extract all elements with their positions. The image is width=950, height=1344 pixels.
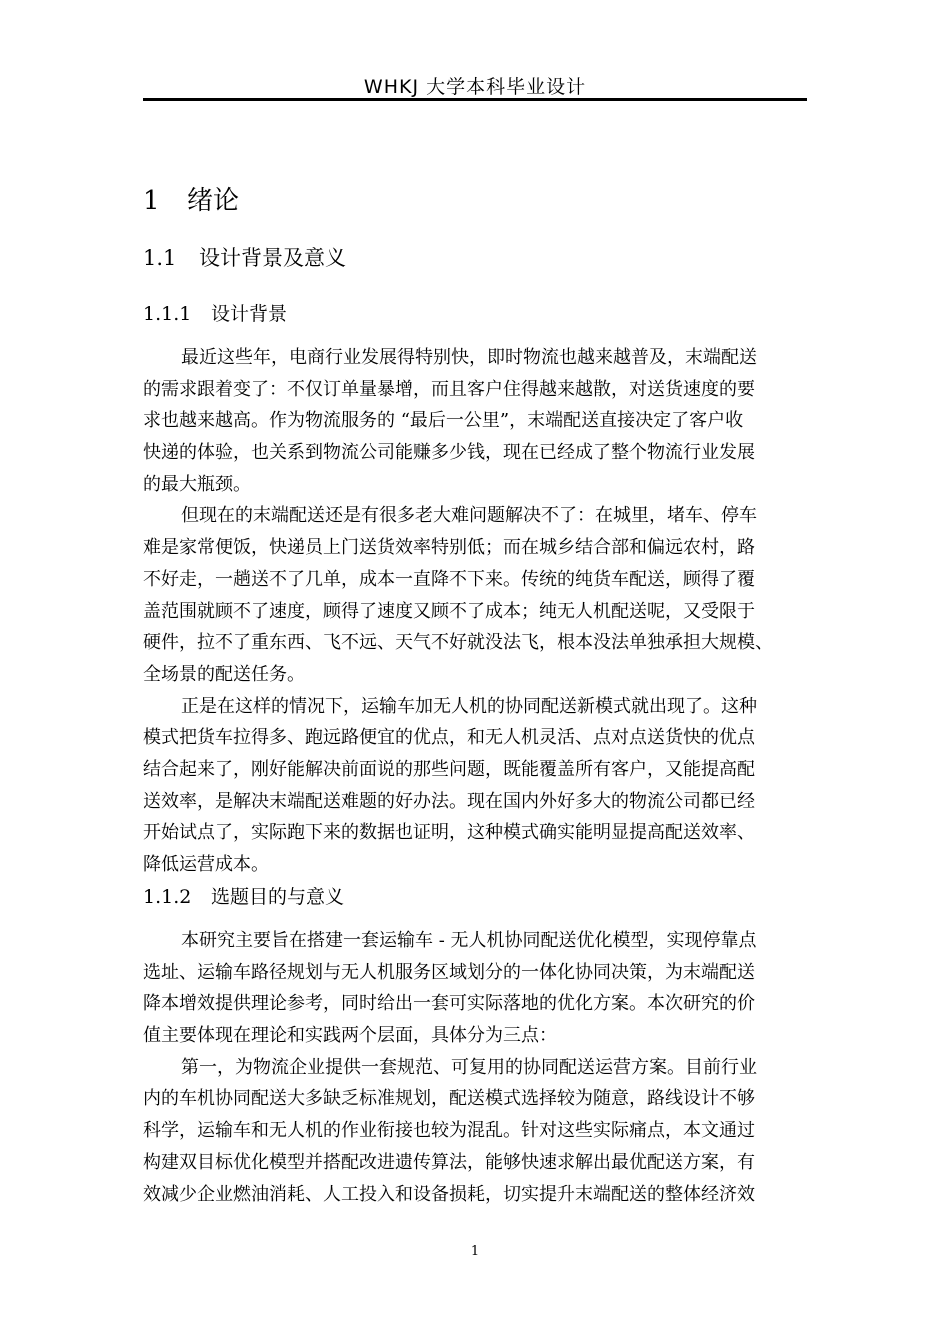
- subsection-title: 设计背景: [211, 303, 288, 325]
- subsection-heading-1: [143, 299, 287, 326]
- text-line: 降低运营成本。: [143, 854, 269, 875]
- section-number: 1.1: [143, 246, 177, 270]
- section-title: 设计背景及意义: [199, 246, 346, 270]
- text-line: 结合起来了，刚好能解决前面说的那些问题，既能覆盖所有客户，又能提高配: [143, 758, 755, 780]
- text-line: 正是在这样的情况下，运输车加无人机的协同配送新模式就出现了。这种: [181, 695, 757, 717]
- text-line: 求也越来越高。作为物流服务的 “最后一公里”，末端配送直接决定了客户收: [143, 410, 744, 432]
- section-heading: [143, 242, 346, 272]
- text-line: 选址、运输车路径规划与无人机服务区域划分的一体化协同决策，为末端配送: [143, 961, 755, 983]
- text-line: 科学，运输车和无人机的作业衔接也较为混乱。针对这些实际痛点，本文通过: [143, 1120, 755, 1142]
- chapter-number: 1: [143, 186, 160, 216]
- subsection-number: 1.1.2: [143, 886, 192, 908]
- text-line: 本研究主要旨在搭建一套运输车 - 无人机协同配送优化模型，实现停靠点: [181, 930, 757, 951]
- text-line: 第一，为物流企业提供一套规范、可复用的协同配送运营方案。目前行业: [181, 1056, 757, 1078]
- chapter-title: 绪论: [187, 186, 240, 216]
- chapter-heading: [143, 180, 239, 217]
- text-line: 模式把货车拉得多、跑远路便宜的优点，和无人机灵活、点对点送货快的优点: [143, 727, 755, 749]
- text-line: 硬件，拉不了重东西、飞不远、天气不好就没法飞，根本没法单独承担大规模、: [143, 632, 773, 654]
- text-line: 难是家常便饭，快递员上门送货效率特别低；而在城乡结合部和偏远农村，路: [143, 537, 755, 559]
- text-line: 效减少企业燃油消耗、人工投入和设备损耗，切实提升末端配送的整体经济效: [143, 1183, 755, 1205]
- text-line: 快递的体验，也关系到物流公司能赚多少钱，现在已经成了整个物流行业发展: [143, 442, 755, 464]
- subsection-number: 1.1.1: [143, 303, 192, 325]
- text-line: 的最大瓶颈。: [143, 473, 251, 495]
- text-line: 内的车机协同配送大多缺乏标准规划，配送模式选择较为随意，路线设计不够: [143, 1088, 755, 1110]
- purpose-paragraphs: [143, 925, 815, 1210]
- header-rule: [143, 98, 807, 101]
- subsection-heading-2: [143, 882, 344, 909]
- page-number: 1: [470, 1244, 480, 1259]
- text-line: 构建双目标优化模型并搭配改进遗传算法，能够快速求解出最优配送方案，有: [143, 1151, 755, 1173]
- text-line: 全场景的配送任务。: [143, 663, 305, 685]
- text-line: 盖范围就顾不了速度，顾得了速度又顾不了成本；纯无人机配送呢，又受限于: [143, 600, 755, 622]
- text-line: 开始试点了，实际跑下来的数据也证明，这种模式确实能明显提高配送效率、: [143, 822, 755, 844]
- text-line: 降本增效提供理论参考，同时给出一套可实际落地的优化方案。本次研究的价: [143, 993, 755, 1015]
- subsection-title: 选题目的与意义: [211, 886, 345, 908]
- page-header-title: WHKJ 大学本科毕业设计: [363, 76, 587, 98]
- text-line: 送效率，是解决末端配送难题的好办法。现在国内外好多大的物流公司都已经: [143, 790, 755, 812]
- text-line: 最近这些年，电商行业发展得特别快，即时物流也越来越普及，末端配送: [181, 347, 757, 368]
- text-line: 值主要体现在理论和实践两个层面，具体分为三点：: [143, 1025, 557, 1047]
- text-line: 不好走，一趟送不了几单，成本一直降不下来。传统的纯货车配送，顾得了覆: [143, 568, 755, 590]
- background-paragraphs: [143, 342, 815, 881]
- text-line: 的需求跟着变了：不仅订单量暴增，而且客户住得越来越散，对送货速度的要: [143, 378, 755, 400]
- text-line: 但现在的末端配送还是有很多老大难问题解决不了：在城里，堵车、停车: [181, 505, 757, 527]
